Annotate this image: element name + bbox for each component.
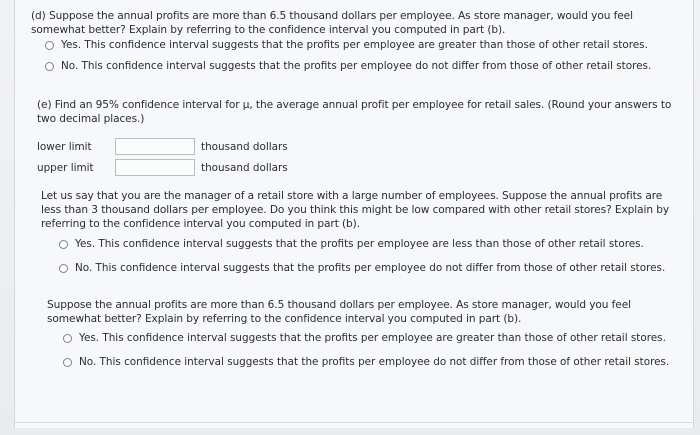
part-f-option-yes[interactable] <box>59 237 644 251</box>
upper-limit-input[interactable] <box>115 159 195 176</box>
radio-icon[interactable] <box>45 62 54 71</box>
option-text: No. This confidence interval suggests that the profits per employee do not differ from those of other retail stores. <box>75 262 666 274</box>
option-text: No. This confidence interval suggests that the profits per employee do not differ from those of other retail stores. <box>79 356 670 368</box>
radio-icon[interactable] <box>45 41 54 50</box>
part-f-option-no[interactable] <box>59 261 665 275</box>
part-e-question: (e) Find an 95% confidence interval for μ, the average annual profit per employee for retail sales. (Round your answers to two decimal places.) <box>37 99 672 125</box>
option-text: Yes. This confidence interval suggests that the profits per employee are less than those of other retail stores. <box>75 238 644 250</box>
part-d-option-no[interactable] <box>45 59 651 73</box>
part-g-question: Suppose the annual profits are more than 6.5 thousand dollars per employee. As store manager, would you feel somewhat better? Explain by referring to the confidence interval you computed in part (b). <box>47 299 631 325</box>
part-g-option-yes[interactable] <box>63 331 666 345</box>
part-d-option-yes[interactable] <box>45 38 648 52</box>
radio-icon[interactable] <box>59 264 68 273</box>
lower-limit-input[interactable] <box>115 138 195 155</box>
lower-limit-unit: thousand dollars <box>201 140 288 153</box>
radio-icon[interactable] <box>59 240 68 249</box>
question-panel <box>14 0 694 428</box>
upper-limit-label: upper limit <box>37 161 94 174</box>
upper-limit-row <box>37 159 288 176</box>
lower-limit-row <box>37 138 288 155</box>
part-f-question: Let us say that you are the manager of a retail store with a large number of employees. Suppose the annual profits are less than 3 thousand dollars per employee. Do you think this might be low compared with other retail stores? Explain by referring to the confidence interval you computed in part (b). <box>41 190 670 230</box>
option-text: Yes. This confidence interval suggests that the profits per employee are greater than those of other retail stores. <box>79 332 666 344</box>
option-text: No. This confidence interval suggests that the profits per employee do not differ from those of other retail stores. <box>61 60 652 72</box>
option-text: Yes. This confidence interval suggests that the profits per employee are greater than those of other retail stores. <box>61 39 648 51</box>
lower-limit-label: lower limit <box>37 140 92 153</box>
radio-icon[interactable] <box>63 334 72 343</box>
part-g-option-no[interactable] <box>63 355 669 369</box>
radio-icon[interactable] <box>63 358 72 367</box>
part-d-question: (d) Suppose the annual profits are more than 6.5 thousand dollars per employee. As store manager, would you feel somewhat better? Explain by referring to the confidence interval you computed in part (b). <box>31 10 633 36</box>
bottom-divider <box>14 422 694 423</box>
upper-limit-unit: thousand dollars <box>201 161 288 174</box>
